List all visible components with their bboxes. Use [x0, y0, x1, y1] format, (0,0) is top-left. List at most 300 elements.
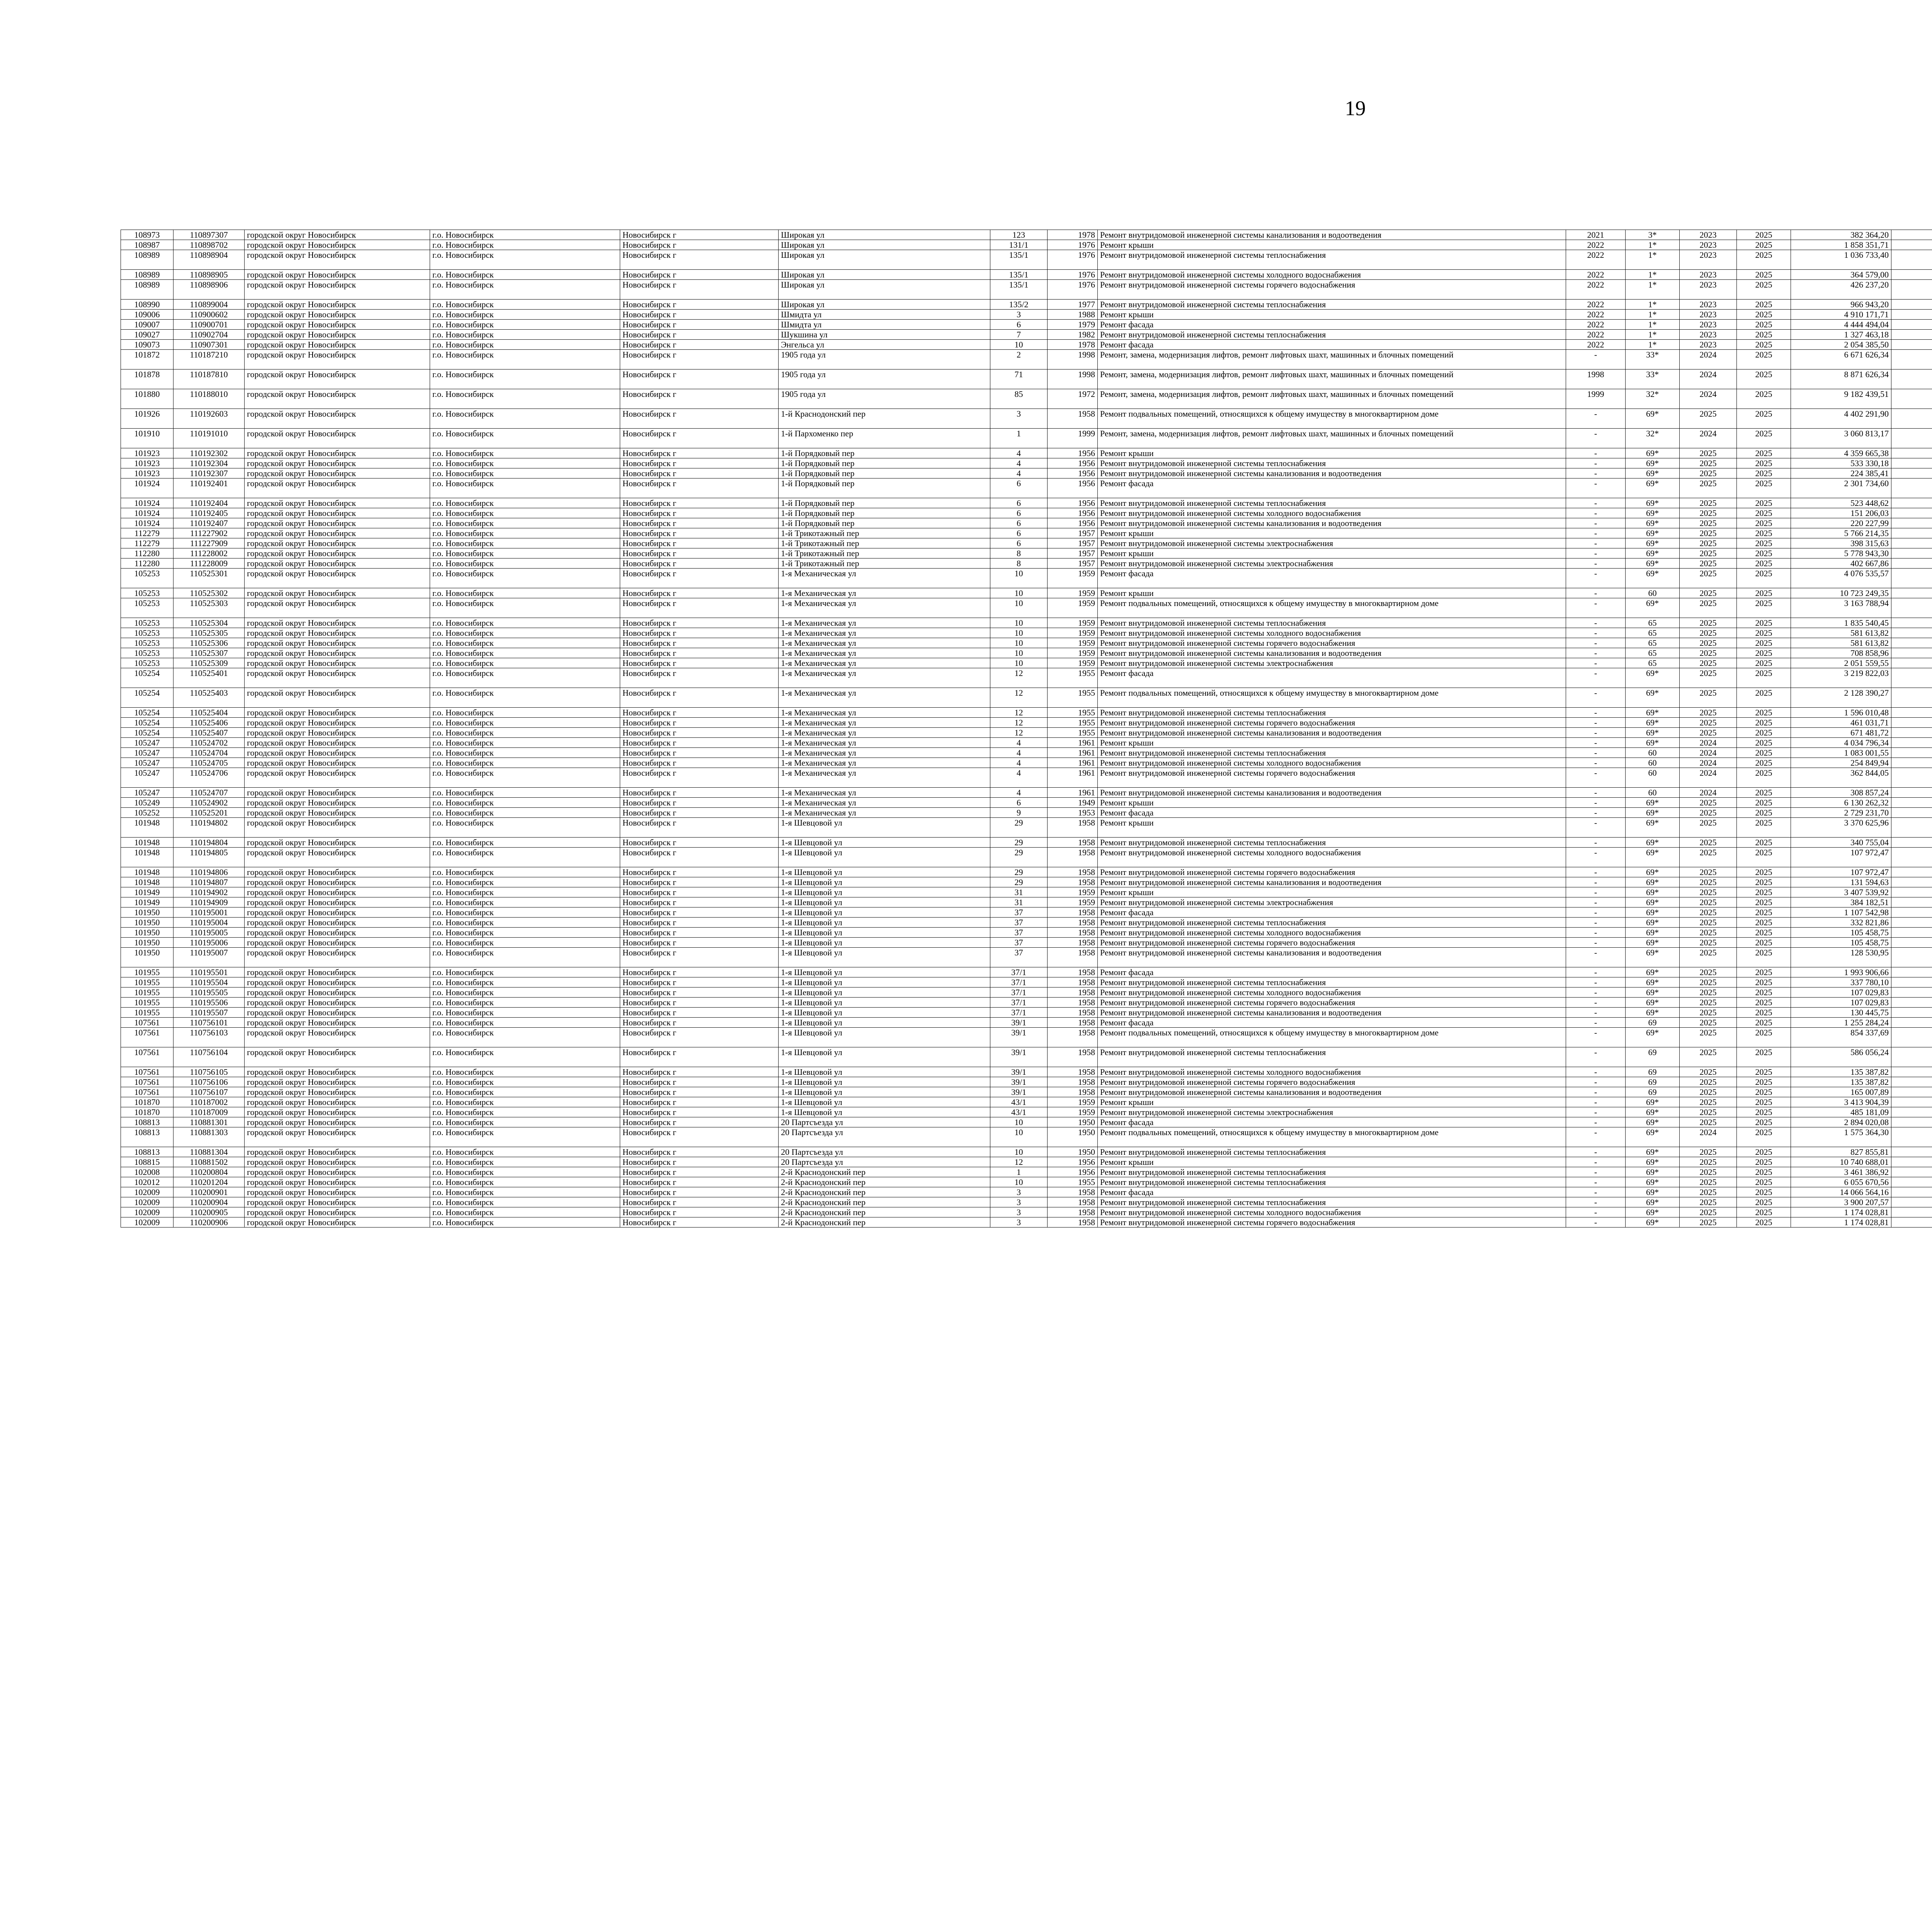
house-number-cell: 10 [990, 1117, 1048, 1127]
street-cell: 1-я Шевцовой ул [779, 1067, 990, 1077]
start-year-cell: 2023 [1680, 230, 1737, 240]
street-cell: Широкая ул [779, 270, 990, 280]
district-cell: городской округ Новосибирск [245, 598, 430, 618]
house-number-cell: 37 [990, 907, 1048, 918]
cost-cell: 3 060 813,17 [1791, 429, 1891, 448]
mark-cell: 65 [1626, 648, 1680, 658]
row-id-cell: 112280 [121, 558, 173, 569]
start-year-cell: 2025 [1680, 1117, 1737, 1127]
row-id-cell: 105254 [121, 668, 173, 688]
row-id-cell: 105253 [121, 658, 173, 668]
cost-cell: 426 237,20 [1791, 280, 1891, 300]
table-row [121, 928, 1932, 938]
previous-repair-year-cell: - [1566, 708, 1626, 718]
previous-repair-year-cell: - [1566, 498, 1626, 508]
mark-cell: 32* [1626, 389, 1680, 409]
work-type-cell: Ремонт, замена, модернизация лифтов, ремонт лифтовых шахт, машинных и блочных помещений [1098, 350, 1566, 369]
row-id-cell: 112279 [121, 538, 173, 548]
mark-cell: 1* [1626, 320, 1680, 330]
previous-repair-year-cell: - [1566, 528, 1626, 538]
cost-cell: 384 182,51 [1791, 897, 1891, 907]
street-cell: 1-я Шевцовой ул [779, 1107, 990, 1117]
city-cell: Новосибирск г [620, 728, 779, 738]
work-type-cell: Ремонт крыши [1098, 798, 1566, 808]
city-cell: Новосибирск г [620, 280, 779, 300]
district-cell: городской округ Новосибирск [245, 967, 430, 977]
build-year-cell: 1959 [1048, 658, 1098, 668]
build-year-cell: 1958 [1048, 1197, 1098, 1207]
mark-cell: 69* [1626, 1028, 1680, 1047]
start-year-cell: 2025 [1680, 518, 1737, 528]
table-body [121, 230, 1932, 1227]
start-year-cell: 2025 [1680, 818, 1737, 838]
district-cell: городской округ Новосибирск [245, 250, 430, 270]
work-type-cell: Ремонт внутридомовой инженерной системы холодного водоснабжения [1098, 628, 1566, 638]
municipality-cell: г.о. Новосибирск [430, 658, 620, 668]
work-code-cell: 110195507 [173, 1008, 245, 1018]
cost-cell: 10 723 249,35 [1791, 588, 1891, 598]
work-code-cell: 111228009 [173, 558, 245, 569]
mark-cell: 69* [1626, 977, 1680, 987]
street-cell: 20 Партсъезда ул [779, 1127, 990, 1147]
work-code-cell: 110902704 [173, 330, 245, 340]
total-cost-cell [1891, 558, 1932, 569]
table-row [121, 1177, 1932, 1187]
end-year-cell: 2025 [1737, 1147, 1791, 1157]
street-cell: 1-й Трикотажный пер [779, 548, 990, 558]
build-year-cell: 1958 [1048, 1077, 1098, 1087]
work-type-cell: Ремонт внутридомовой инженерной системы холодного водоснабжения [1098, 848, 1566, 867]
municipality-cell: г.о. Новосибирск [430, 618, 620, 628]
city-cell: Новосибирск г [620, 1207, 779, 1217]
district-cell: городской округ Новосибирск [245, 788, 430, 798]
municipality-cell: г.о. Новосибирск [430, 448, 620, 458]
end-year-cell: 2025 [1737, 350, 1791, 369]
work-code-cell: 110187210 [173, 350, 245, 369]
city-cell: Новосибирск г [620, 598, 779, 618]
mark-cell: 69* [1626, 867, 1680, 877]
build-year-cell: 1958 [1048, 928, 1098, 938]
total-cost-cell [1891, 1008, 1932, 1018]
street-cell: 20 Партсъезда ул [779, 1147, 990, 1157]
cost-cell: 337 780,10 [1791, 977, 1891, 987]
previous-repair-year-cell: - [1566, 1157, 1626, 1167]
work-code-cell: 110525403 [173, 688, 245, 708]
row-id-cell: 105253 [121, 569, 173, 588]
street-cell: 1905 года ул [779, 389, 990, 409]
build-year-cell: 1998 [1048, 350, 1098, 369]
previous-repair-year-cell: - [1566, 1197, 1626, 1207]
district-cell: городской округ Новосибирск [245, 867, 430, 877]
cost-cell: 130 445,75 [1791, 1008, 1891, 1018]
district-cell: городской округ Новосибирск [245, 1157, 430, 1167]
previous-repair-year-cell: - [1566, 1047, 1626, 1067]
end-year-cell: 2025 [1737, 429, 1791, 448]
work-code-cell: 110525301 [173, 569, 245, 588]
build-year-cell: 1956 [1048, 508, 1098, 518]
district-cell: городской округ Новосибирск [245, 1107, 430, 1117]
row-id-cell: 107561 [121, 1077, 173, 1087]
table-row [121, 1217, 1932, 1227]
row-id-cell: 105253 [121, 648, 173, 658]
street-cell: 1-я Механическая ул [779, 728, 990, 738]
start-year-cell: 2025 [1680, 977, 1737, 987]
build-year-cell: 1953 [1048, 808, 1098, 818]
work-code-cell: 110525407 [173, 728, 245, 738]
row-id-cell: 107561 [121, 1047, 173, 1067]
municipality-cell: г.о. Новосибирск [430, 1207, 620, 1217]
house-number-cell: 10 [990, 1177, 1048, 1187]
mark-cell: 69* [1626, 1117, 1680, 1127]
city-cell: Новосибирск г [620, 330, 779, 340]
work-type-cell: Ремонт подвальных помещений, относящихся к общему имуществу в многоквартирном доме [1098, 409, 1566, 429]
total-cost-cell [1891, 618, 1932, 628]
row-id-cell: 105254 [121, 718, 173, 728]
row-id-cell: 101950 [121, 918, 173, 928]
municipality-cell: г.о. Новосибирск [430, 808, 620, 818]
cost-cell: 398 315,63 [1791, 538, 1891, 548]
house-number-cell: 3 [990, 409, 1048, 429]
start-year-cell: 2025 [1680, 728, 1737, 738]
build-year-cell: 1958 [1048, 1087, 1098, 1097]
work-type-cell: Ремонт внутридомовой инженерной системы канализования и водоотведения [1098, 1087, 1566, 1097]
district-cell: городской округ Новосибирск [245, 1008, 430, 1018]
table-row [121, 1077, 1932, 1087]
build-year-cell: 1961 [1048, 738, 1098, 748]
end-year-cell: 2025 [1737, 498, 1791, 508]
municipality-cell: г.о. Новосибирск [430, 280, 620, 300]
municipality-cell: г.о. Новосибирск [430, 548, 620, 558]
previous-repair-year-cell: - [1566, 738, 1626, 748]
total-cost-cell [1891, 1087, 1932, 1097]
table-row [121, 1197, 1932, 1207]
row-id-cell: 105252 [121, 808, 173, 818]
mark-cell: 65 [1626, 628, 1680, 638]
build-year-cell: 1957 [1048, 528, 1098, 538]
municipality-cell: г.о. Новосибирск [430, 528, 620, 538]
city-cell: Новосибирск г [620, 230, 779, 240]
city-cell: Новосибирск г [620, 389, 779, 409]
city-cell: Новосибирск г [620, 1157, 779, 1167]
table-row [121, 518, 1932, 528]
build-year-cell: 1958 [1048, 918, 1098, 928]
district-cell: городской округ Новосибирск [245, 748, 430, 758]
street-cell: 1-й Порядковый пер [779, 518, 990, 528]
street-cell: 2-й Краснодонский пер [779, 1167, 990, 1177]
total-cost-cell [1891, 588, 1932, 598]
house-number-cell: 4 [990, 788, 1048, 798]
end-year-cell: 2025 [1737, 1028, 1791, 1047]
total-cost-cell [1891, 389, 1932, 409]
district-cell: городской округ Новосибирск [245, 528, 430, 538]
work-code-cell: 110897307 [173, 230, 245, 240]
row-id-cell: 107561 [121, 1067, 173, 1077]
end-year-cell: 2025 [1737, 280, 1791, 300]
previous-repair-year-cell: 2022 [1566, 330, 1626, 340]
total-cost-cell [1891, 907, 1932, 918]
row-id-cell: 108989 [121, 280, 173, 300]
end-year-cell: 2025 [1737, 708, 1791, 718]
end-year-cell: 2025 [1737, 458, 1791, 468]
build-year-cell: 1982 [1048, 330, 1098, 340]
previous-repair-year-cell: - [1566, 848, 1626, 867]
cost-cell: 4 034 796,34 [1791, 738, 1891, 748]
table-row [121, 998, 1932, 1008]
row-id-cell: 105247 [121, 748, 173, 758]
previous-repair-year-cell: - [1566, 538, 1626, 548]
total-cost-cell [1891, 758, 1932, 768]
build-year-cell: 1958 [1048, 907, 1098, 918]
start-year-cell: 2023 [1680, 310, 1737, 320]
previous-repair-year-cell: - [1566, 409, 1626, 429]
mark-cell: 69* [1626, 528, 1680, 538]
city-cell: Новосибирск г [620, 1087, 779, 1097]
district-cell: городской округ Новосибирск [245, 518, 430, 528]
street-cell: 1-я Механическая ул [779, 808, 990, 818]
cost-cell: 581 613,82 [1791, 638, 1891, 648]
district-cell: городской округ Новосибирск [245, 798, 430, 808]
start-year-cell: 2025 [1680, 948, 1737, 967]
mark-cell: 69 [1626, 1077, 1680, 1087]
previous-repair-year-cell: - [1566, 518, 1626, 528]
previous-repair-year-cell: - [1566, 548, 1626, 558]
city-cell: Новосибирск г [620, 948, 779, 967]
mark-cell: 69* [1626, 838, 1680, 848]
district-cell: городской округ Новосибирск [245, 998, 430, 1008]
district-cell: городской округ Новосибирск [245, 280, 430, 300]
cost-cell: 1 858 351,71 [1791, 240, 1891, 250]
city-cell: Новосибирск г [620, 808, 779, 818]
row-id-cell: 102008 [121, 1167, 173, 1177]
work-type-cell: Ремонт, замена, модернизация лифтов, ремонт лифтовых шахт, машинных и блочных помещений [1098, 429, 1566, 448]
end-year-cell: 2025 [1737, 1167, 1791, 1177]
work-type-cell: Ремонт фасада [1098, 340, 1566, 350]
mark-cell: 69* [1626, 1147, 1680, 1157]
build-year-cell: 1977 [1048, 300, 1098, 310]
build-year-cell: 1958 [1048, 409, 1098, 429]
work-type-cell: Ремонт крыши [1098, 310, 1566, 320]
house-number-cell: 3 [990, 310, 1048, 320]
mark-cell: 69* [1626, 668, 1680, 688]
district-cell: городской округ Новосибирск [245, 648, 430, 658]
build-year-cell: 1958 [1048, 848, 1098, 867]
table-row [121, 330, 1932, 340]
table-row [121, 409, 1932, 429]
city-cell: Новосибирск г [620, 818, 779, 838]
work-type-cell: Ремонт внутридомовой инженерной системы горячего водоснабжения [1098, 1217, 1566, 1227]
mark-cell: 60 [1626, 748, 1680, 758]
work-code-cell: 110756105 [173, 1067, 245, 1077]
previous-repair-year-cell: - [1566, 588, 1626, 598]
city-cell: Новосибирск г [620, 848, 779, 867]
city-cell: Новосибирск г [620, 548, 779, 558]
total-cost-cell [1891, 300, 1932, 310]
municipality-cell: г.о. Новосибирск [430, 768, 620, 788]
previous-repair-year-cell: - [1566, 987, 1626, 998]
mark-cell: 69* [1626, 1207, 1680, 1217]
city-cell: Новосибирск г [620, 508, 779, 518]
total-cost-cell [1891, 1117, 1932, 1127]
repair-program-table-wrapper [121, 230, 1932, 1227]
city-cell: Новосибирск г [620, 1177, 779, 1187]
previous-repair-year-cell: - [1566, 808, 1626, 818]
build-year-cell: 1998 [1048, 369, 1098, 389]
cost-cell: 107 029,83 [1791, 998, 1891, 1008]
municipality-cell: г.о. Новосибирск [430, 350, 620, 369]
table-row [121, 658, 1932, 668]
work-type-cell: Ремонт внутридомовой инженерной системы канализования и водоотведения [1098, 728, 1566, 738]
cost-cell: 382 364,20 [1791, 230, 1891, 240]
build-year-cell: 1958 [1048, 938, 1098, 948]
build-year-cell: 1958 [1048, 818, 1098, 838]
district-cell: городской округ Новосибирск [245, 948, 430, 967]
work-type-cell: Ремонт фасада [1098, 1018, 1566, 1028]
end-year-cell: 2025 [1737, 728, 1791, 738]
mark-cell: 65 [1626, 658, 1680, 668]
district-cell: городской округ Новосибирск [245, 1167, 430, 1177]
start-year-cell: 2025 [1680, 867, 1737, 877]
total-cost-cell [1891, 1047, 1932, 1067]
district-cell: городской округ Новосибирск [245, 330, 430, 340]
cost-cell: 220 227,99 [1791, 518, 1891, 528]
table-row [121, 867, 1932, 877]
district-cell: городской округ Новосибирск [245, 1097, 430, 1107]
start-year-cell: 2023 [1680, 250, 1737, 270]
previous-repair-year-cell: - [1566, 468, 1626, 478]
mark-cell: 69* [1626, 478, 1680, 498]
cost-cell: 364 579,00 [1791, 270, 1891, 280]
table-row [121, 448, 1932, 458]
district-cell: городской округ Новосибирск [245, 478, 430, 498]
work-code-cell: 110195004 [173, 918, 245, 928]
cost-cell: 6 130 262,32 [1791, 798, 1891, 808]
end-year-cell: 2025 [1737, 738, 1791, 748]
work-code-cell: 110524704 [173, 748, 245, 758]
district-cell: городской округ Новосибирск [245, 668, 430, 688]
row-id-cell: 101948 [121, 838, 173, 848]
work-type-cell: Ремонт внутридомовой инженерной системы горячего водоснабжения [1098, 638, 1566, 648]
city-cell: Новосибирск г [620, 1127, 779, 1147]
total-cost-cell [1891, 548, 1932, 558]
work-code-cell: 110194802 [173, 818, 245, 838]
house-number-cell: 37 [990, 948, 1048, 967]
district-cell: городской округ Новосибирск [245, 928, 430, 938]
cost-cell: 3 370 625,96 [1791, 818, 1891, 838]
municipality-cell: г.о. Новосибирск [430, 928, 620, 938]
mark-cell: 69* [1626, 928, 1680, 938]
previous-repair-year-cell: - [1566, 977, 1626, 987]
total-cost-cell [1891, 877, 1932, 887]
street-cell: Шмидта ул [779, 320, 990, 330]
table-row [121, 907, 1932, 918]
row-id-cell: 101955 [121, 977, 173, 987]
row-id-cell: 101949 [121, 887, 173, 897]
total-cost-cell [1891, 458, 1932, 468]
table-row [121, 508, 1932, 518]
work-code-cell: 111227909 [173, 538, 245, 548]
row-id-cell: 101949 [121, 897, 173, 907]
start-year-cell: 2025 [1680, 448, 1737, 458]
city-cell: Новосибирск г [620, 1097, 779, 1107]
street-cell: 1-я Механическая ул [779, 718, 990, 728]
start-year-cell: 2025 [1680, 838, 1737, 848]
table-row [121, 808, 1932, 818]
work-code-cell: 110192401 [173, 478, 245, 498]
row-id-cell: 105249 [121, 798, 173, 808]
total-cost-cell [1891, 1217, 1932, 1227]
district-cell: городской округ Новосибирск [245, 1187, 430, 1197]
cost-cell: 2 894 020,08 [1791, 1117, 1891, 1127]
previous-repair-year-cell: - [1566, 818, 1626, 838]
start-year-cell: 2025 [1680, 718, 1737, 728]
street-cell: 1-я Механическая ул [779, 738, 990, 748]
mark-cell: 69* [1626, 897, 1680, 907]
district-cell: городской округ Новосибирск [245, 1197, 430, 1207]
cost-cell: 362 844,05 [1791, 768, 1891, 788]
previous-repair-year-cell: - [1566, 1167, 1626, 1177]
row-id-cell: 101948 [121, 867, 173, 877]
street-cell: 1-я Шевцовой ул [779, 1008, 990, 1018]
start-year-cell: 2024 [1680, 738, 1737, 748]
work-type-cell: Ремонт крыши [1098, 1157, 1566, 1167]
city-cell: Новосибирск г [620, 1107, 779, 1117]
work-type-cell: Ремонт внутридомовой инженерной системы теплоснабжения [1098, 708, 1566, 718]
end-year-cell: 2025 [1737, 1207, 1791, 1217]
cost-cell: 586 056,24 [1791, 1047, 1891, 1067]
build-year-cell: 1959 [1048, 588, 1098, 598]
table-row [121, 788, 1932, 798]
total-cost-cell [1891, 320, 1932, 330]
build-year-cell: 1958 [1048, 1028, 1098, 1047]
row-id-cell: 101948 [121, 877, 173, 887]
municipality-cell: г.о. Новосибирск [430, 1157, 620, 1167]
city-cell: Новосибирск г [620, 938, 779, 948]
work-code-cell: 110194902 [173, 887, 245, 897]
row-id-cell: 101870 [121, 1107, 173, 1117]
total-cost-cell [1891, 838, 1932, 848]
start-year-cell: 2025 [1680, 1047, 1737, 1067]
work-type-cell: Ремонт внутридомовой инженерной системы холодного водоснабжения [1098, 1067, 1566, 1077]
table-row [121, 748, 1932, 758]
table-row [121, 528, 1932, 538]
work-type-cell: Ремонт внутридомовой инженерной системы холодного водоснабжения [1098, 1207, 1566, 1217]
work-type-cell: Ремонт внутридомовой инженерной системы электроснабжения [1098, 558, 1566, 569]
city-cell: Новосибирск г [620, 538, 779, 548]
district-cell: городской округ Новосибирск [245, 508, 430, 518]
district-cell: городской округ Новосибирск [245, 897, 430, 907]
cost-cell: 332 821,86 [1791, 918, 1891, 928]
total-cost-cell [1891, 1167, 1932, 1177]
build-year-cell: 1958 [1048, 1187, 1098, 1197]
cost-cell: 3 900 207,57 [1791, 1197, 1891, 1207]
municipality-cell: г.о. Новосибирск [430, 867, 620, 877]
house-number-cell: 3 [990, 1217, 1048, 1227]
cost-cell: 6 055 670,56 [1791, 1177, 1891, 1187]
work-type-cell: Ремонт внутридомовой инженерной системы электроснабжения [1098, 658, 1566, 668]
end-year-cell: 2025 [1737, 788, 1791, 798]
street-cell: 1-я Шевцовой ул [779, 907, 990, 918]
house-number-cell: 4 [990, 468, 1048, 478]
street-cell: 1-я Шевцовой ул [779, 818, 990, 838]
municipality-cell: г.о. Новосибирск [430, 518, 620, 528]
end-year-cell: 2025 [1737, 588, 1791, 598]
district-cell: городской округ Новосибирск [245, 240, 430, 250]
previous-repair-year-cell: - [1566, 1217, 1626, 1227]
row-id-cell: 101955 [121, 1008, 173, 1018]
work-code-cell: 110200804 [173, 1167, 245, 1177]
city-cell: Новосибирск г [620, 569, 779, 588]
total-cost-cell [1891, 240, 1932, 250]
